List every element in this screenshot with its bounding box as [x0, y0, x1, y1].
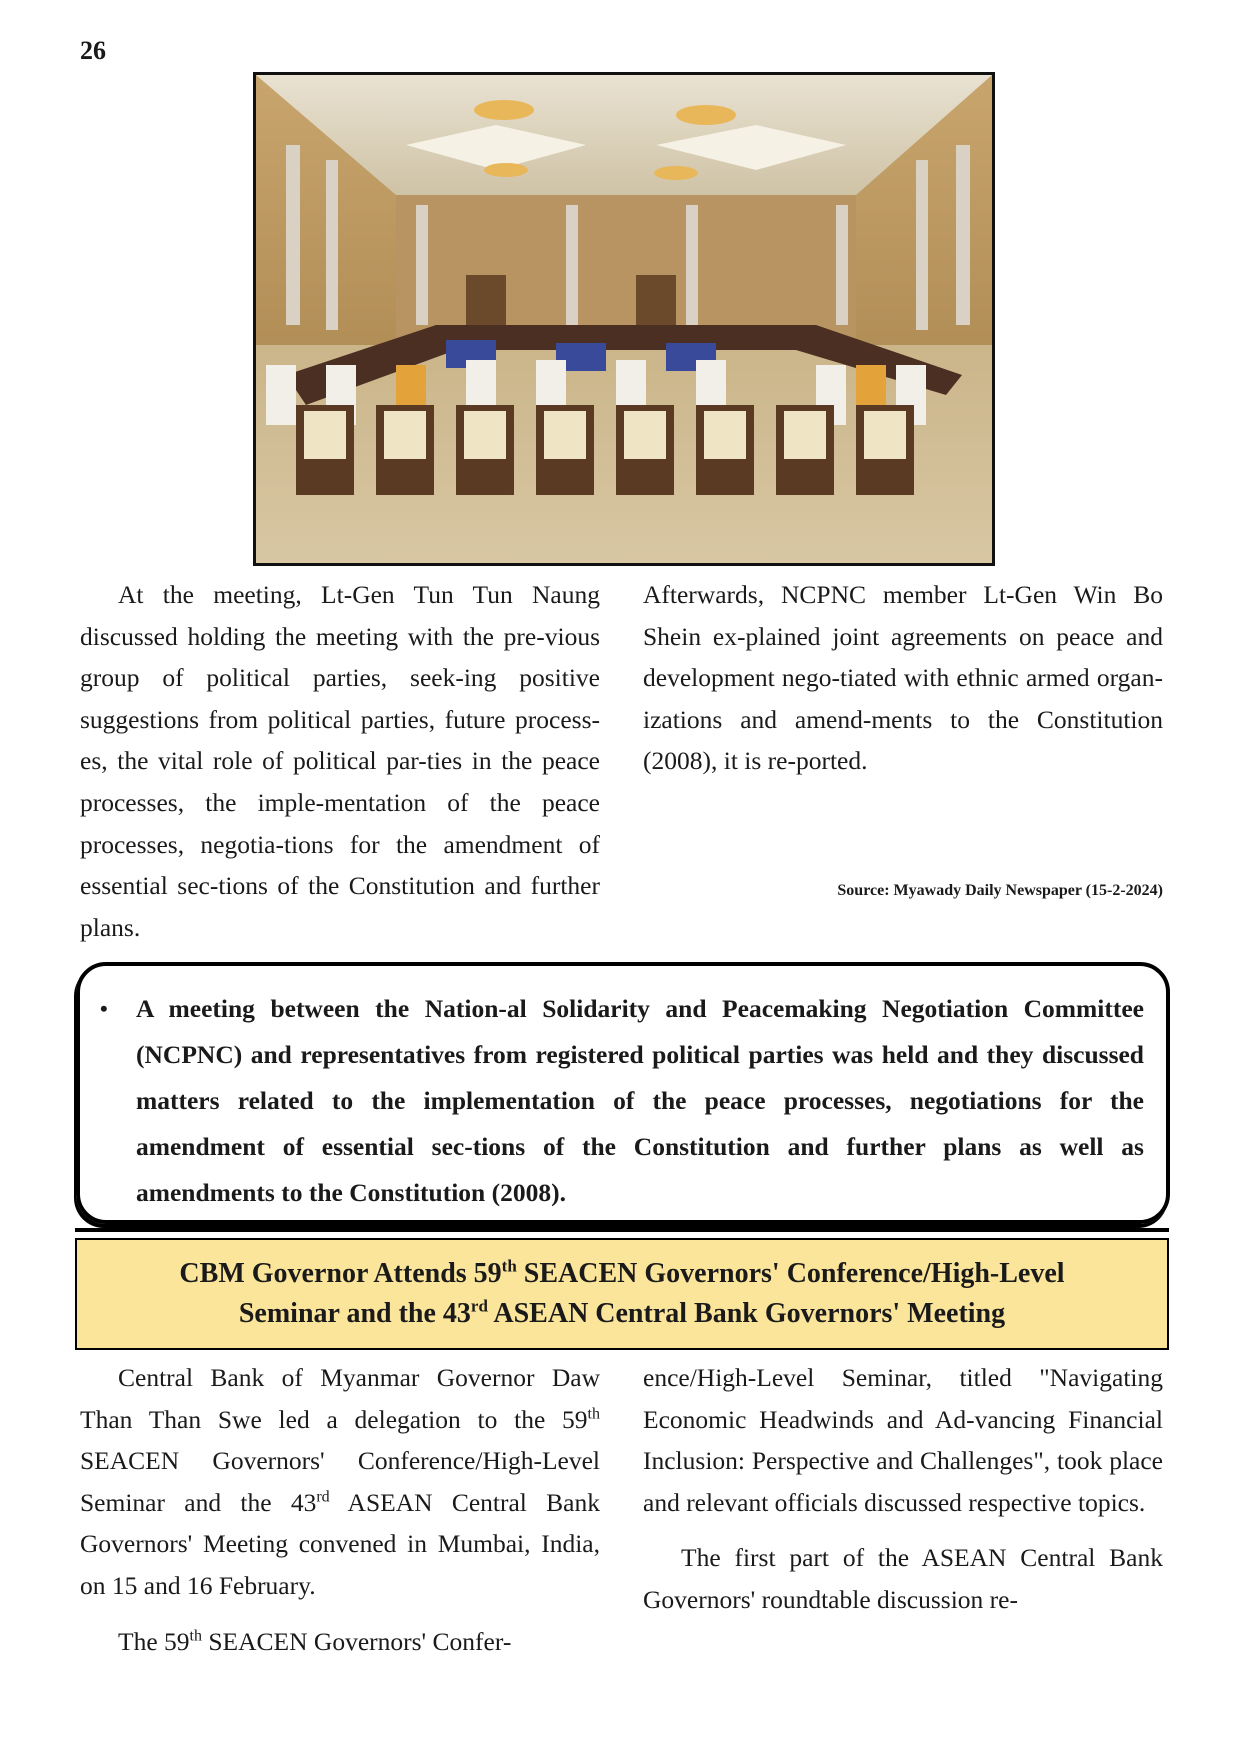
article2-left-column — [80, 1357, 600, 1662]
article1-left-column — [80, 574, 600, 948]
headline-text: Seminar and the 43 — [238, 1298, 471, 1329]
bullet-icon: • — [100, 996, 108, 1021]
article1-right-paragraph: Afterwards, NCPNC member Lt-Gen Win Bo Shein ex-plained joint agreements on peace and development nego-tiated with ethnic armed organ-izations and amend-ments to the Constitution (2008), it is re-ported. — [643, 580, 1163, 776]
summary-list — [80, 966, 1166, 1216]
page-number: 26 — [80, 36, 106, 65]
headline-text: SEACEN Governors' Conference/High-Level — [516, 1258, 1065, 1289]
superscript: th — [587, 1405, 600, 1423]
paragraph-gap — [80, 1607, 600, 1621]
headline-superscript: rd — [470, 1296, 488, 1316]
summary-box — [76, 962, 1170, 1224]
article1-left-paragraph: At the meeting, Lt-Gen Tun Tun Naung discussed holding the meeting with the pre-vious group of political parties, seek-ing positive suggestions from political parties, future process-es, the vital role of political par-ties in the peace processes, the imple-mentation of the peace processes, negotia-tions for the amendment of essential sec-tions of the Constitution and further plans. — [80, 580, 600, 942]
text-run: Central Bank of Myanmar Governor Daw Than Than Swe led a delegation to the 59 — [80, 1363, 600, 1434]
article2-paragraph-2 — [80, 1621, 600, 1663]
headline-text: CBM Governor Attends 59 — [179, 1258, 502, 1289]
section-divider — [75, 1228, 1169, 1232]
headline-text: ASEAN Central Bank Governors' Meeting — [487, 1298, 1006, 1329]
article1-right-column — [643, 574, 1163, 782]
article1-source: Source: Myawady Daily Newspaper (15-2-2024) — [837, 882, 1163, 899]
headline-superscript: th — [501, 1256, 517, 1276]
text-run: SEACEN Governors' Confer- — [201, 1626, 512, 1656]
meeting-hall-photo-icon — [256, 75, 992, 563]
article2-headline — [75, 1238, 1169, 1350]
text-run: The 59 — [118, 1626, 190, 1656]
summary-text: A meeting between the Nation-al Solidarity and Peacemaking Negotiation Committee (NCPNC) and representatives from registered political parties was held and they discussed matters related to the implementation of the peace processes, negotiations for the amendment of essential sec-tions of the Constitution and further plans as well as amendments to the Constitution (2008). — [136, 994, 1144, 1207]
meeting-photo — [253, 72, 995, 566]
headline-line-2 — [77, 1294, 1167, 1334]
article2-right-column — [643, 1357, 1163, 1621]
article2-paragraph-3: ence/High-Level Seminar, titled "Navigating Economic Headwinds and Ad-vancing Financial Inclusion: Perspective and Challenges", took place and relevant officials discussed respective topics. — [643, 1363, 1163, 1517]
article2-paragraph-4: The first part of the ASEAN Central Bank Governors' roundtable discussion re- — [643, 1543, 1163, 1614]
text-run: ASEAN Central Bank Governors' Meeting convened in Mumbai, India, on 15 and 16 February. — [80, 1487, 601, 1600]
paragraph-gap — [643, 1523, 1163, 1537]
text-run: SEACEN Governors' Conference/High-Level Seminar and the 43 — [80, 1446, 600, 1517]
summary-item — [100, 966, 1144, 1216]
headline-line-1 — [77, 1254, 1167, 1294]
article2-paragraph-1 — [80, 1357, 600, 1607]
superscript: rd — [316, 1488, 330, 1506]
superscript: th — [189, 1627, 202, 1645]
